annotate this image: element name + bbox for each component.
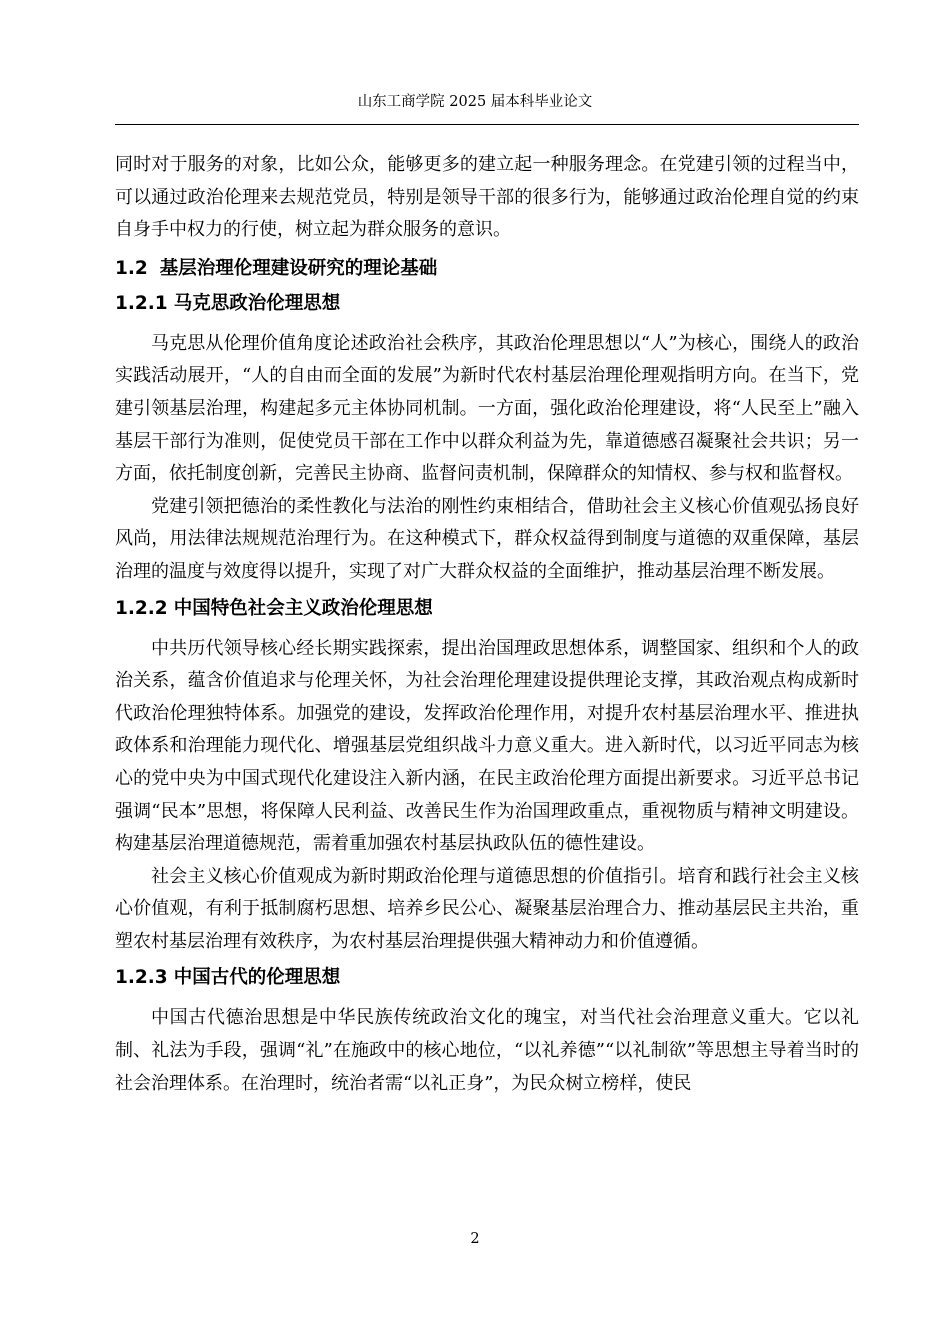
- paragraph: 社会主义核心价值观成为新时期政治伦理与道德思想的价值指引。培育和践行社会主义核心价值观，有利于抵制腐朽思想、培养乡民公心、凝聚基层治理合力、推动基层民主共治，重塑农村基层治理有效秩序，为农村基层治理提供强大精神动力和价值遵循。: [115, 865, 859, 952]
- subsection-title: 中国古代的伦理思想: [173, 967, 341, 989]
- running-header: 山东工商学院 2025 届本科毕业论文: [357, 94, 593, 110]
- header-divider: [115, 124, 859, 125]
- subsection-title: 马克思政治伦理思想: [173, 292, 341, 314]
- paragraph: 马克思从伦理价值角度论述政治社会秩序，其政治伦理思想以“人”为核心，围绕人的政治实践活动展开，“人的自由而全面的发展”为新时代农村基层治理伦理观指明方向。在当下，党建引领基层治理，构建起多元主体协同机制。一方面，强化政治伦理建设，将“人民至上”融入基层干部行为准则，促使党员干部在工作中以群众利益为先，靠道德感召凝聚社会共识；另一方面，依托制度创新，完善民主协商、监督问责机制，保障群众的知情权、参与权和监督权。: [115, 332, 859, 485]
- page-body: [115, 149, 859, 1100]
- section-number: 1.2: [115, 257, 148, 279]
- subsection-heading-1-2-1: [115, 290, 859, 318]
- subsection-heading-1-2-2: [115, 595, 859, 623]
- section-title: 基层治理伦理建设研究的理论基础: [159, 257, 438, 279]
- page-number: 2: [470, 1231, 480, 1247]
- paragraph-continued: 同时对于服务的对象，比如公众，能够更多的建立起一种服务理念。在党建引领的过程当中，可以通过政治伦理来去规范党员，特别是领导干部的很多行为，能够通过政治伦理自觉的约束自身手中权力的行使，树立起为群众服务的意识。: [115, 154, 859, 241]
- subsection-heading-1-2-3: [115, 964, 859, 992]
- subsection-number: 1.2.3: [115, 967, 168, 989]
- subsection-title: 中国特色社会主义政治伦理思想: [173, 597, 433, 619]
- paragraph: 党建引领把德治的柔性教化与法治的刚性约束相结合，借助社会主义核心价值观弘扬良好风尚，用法律法规规范治理行为。在这种模式下，群众权益得到制度与道德的双重保障，基层治理的温度与效度得以提升，实现了对广大群众权益的全面维护，推动基层治理不断发展。: [115, 495, 859, 582]
- paragraph: 中国古代德治思想是中华民族传统政治文化的瑰宝，对当代社会治理意义重大。它以礼制、礼法为手段，强调“礼”在施政中的核心地位，“以礼养德”“以礼制欲”等思想主导着当时的社会治理体系。在治理时，统治者需“以礼正身”，为民众树立榜样，使民: [115, 1007, 859, 1094]
- subsection-number: 1.2.1: [115, 292, 168, 314]
- paragraph: 中共历代领导核心经长期实践探索，提出治国理政思想体系，调整国家、组织和个人的政治关系，蕴含价值追求与伦理关怀，为社会治理伦理建设提供理论支撑，其政治观点构成新时代政治伦理独特体系。加强党的建设，发挥政治伦理作用，对提升农村基层治理水平、推进执政体系和治理能力现代化、增强基层党组织战斗力意义重大。进入新时代，以习近平同志为核心的党中央为中国式现代化建设注入新内涵，在民主政治伦理方面提出新要求。习近平总书记强调“民本”思想，将保障人民利益、改善民生作为治国理政重点，重视物质与精神文明建设。构建基层治理道德规范，需着重加强农村基层执政队伍的德性建设。: [115, 637, 859, 855]
- section-heading-1-2: [115, 255, 859, 283]
- subsection-number: 1.2.2: [115, 597, 168, 619]
